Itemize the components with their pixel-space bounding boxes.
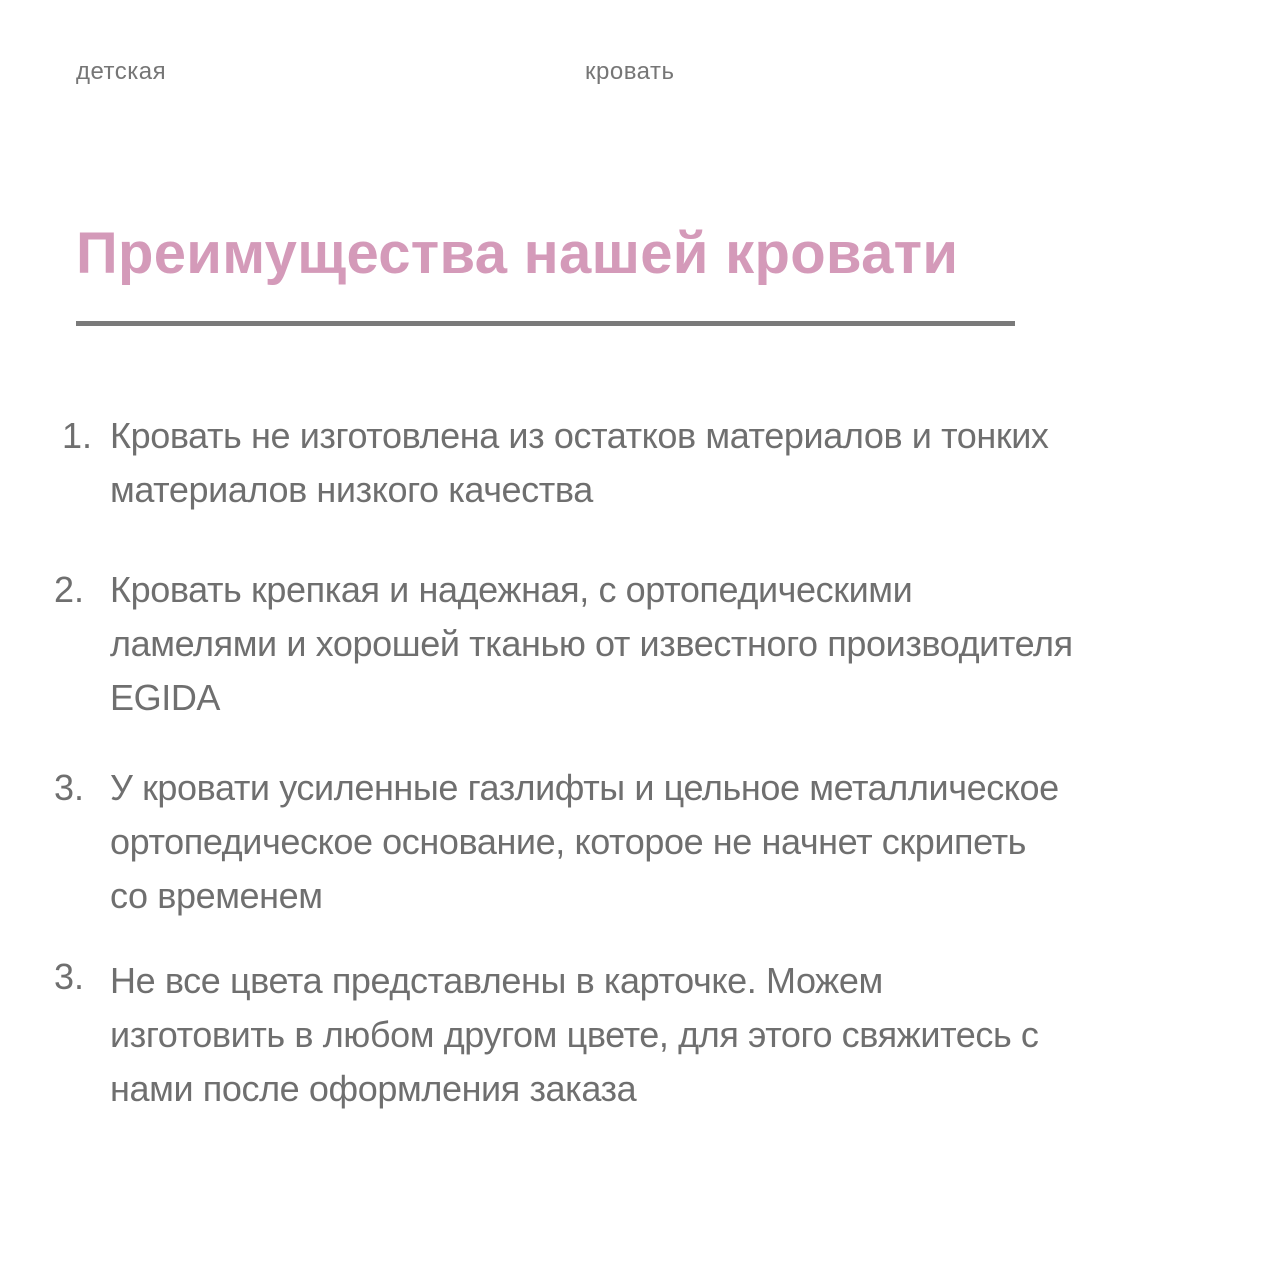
item-text-line: нами после оформления заказа <box>110 1068 637 1109</box>
item-number: 1. <box>62 415 93 456</box>
item-number: 3. <box>54 956 85 997</box>
category-tag-left: детская <box>76 58 167 85</box>
item-number: 2. <box>54 569 85 610</box>
page-title: Преимущества нашей кровати <box>76 221 959 286</box>
item-text-line: ортопедическое основание, которое не начнет скрипеть <box>110 821 1027 862</box>
item-text-line: У кровати усиленные газлифты и цельное металлическое <box>110 767 1059 808</box>
item-text <box>110 761 1270 923</box>
title-divider <box>76 321 1015 326</box>
item-text-line: Не все цвета представлены в карточке. Можем <box>110 960 883 1001</box>
item-text-line: Кровать крепкая и надежная, с ортопедическими <box>110 569 913 610</box>
item-text-line: Кровать не изготовлена из остатков материалов и тонких <box>110 415 1049 456</box>
category-tag-right: кровать <box>585 58 675 85</box>
item-text <box>110 409 1270 517</box>
item-text-line: EGIDA <box>110 677 221 718</box>
item-text-line: материалов низкого качества <box>110 469 593 510</box>
item-text <box>110 563 1270 725</box>
item-text-line: изготовить в любом другом цвете, для этого свяжитесь с <box>110 1014 1039 1055</box>
item-number: 3. <box>54 767 85 808</box>
item-text <box>110 954 1270 1116</box>
item-text-line: со временем <box>110 875 323 916</box>
item-text-line: ламелями и хорошей тканью от известного производителя <box>110 623 1073 664</box>
